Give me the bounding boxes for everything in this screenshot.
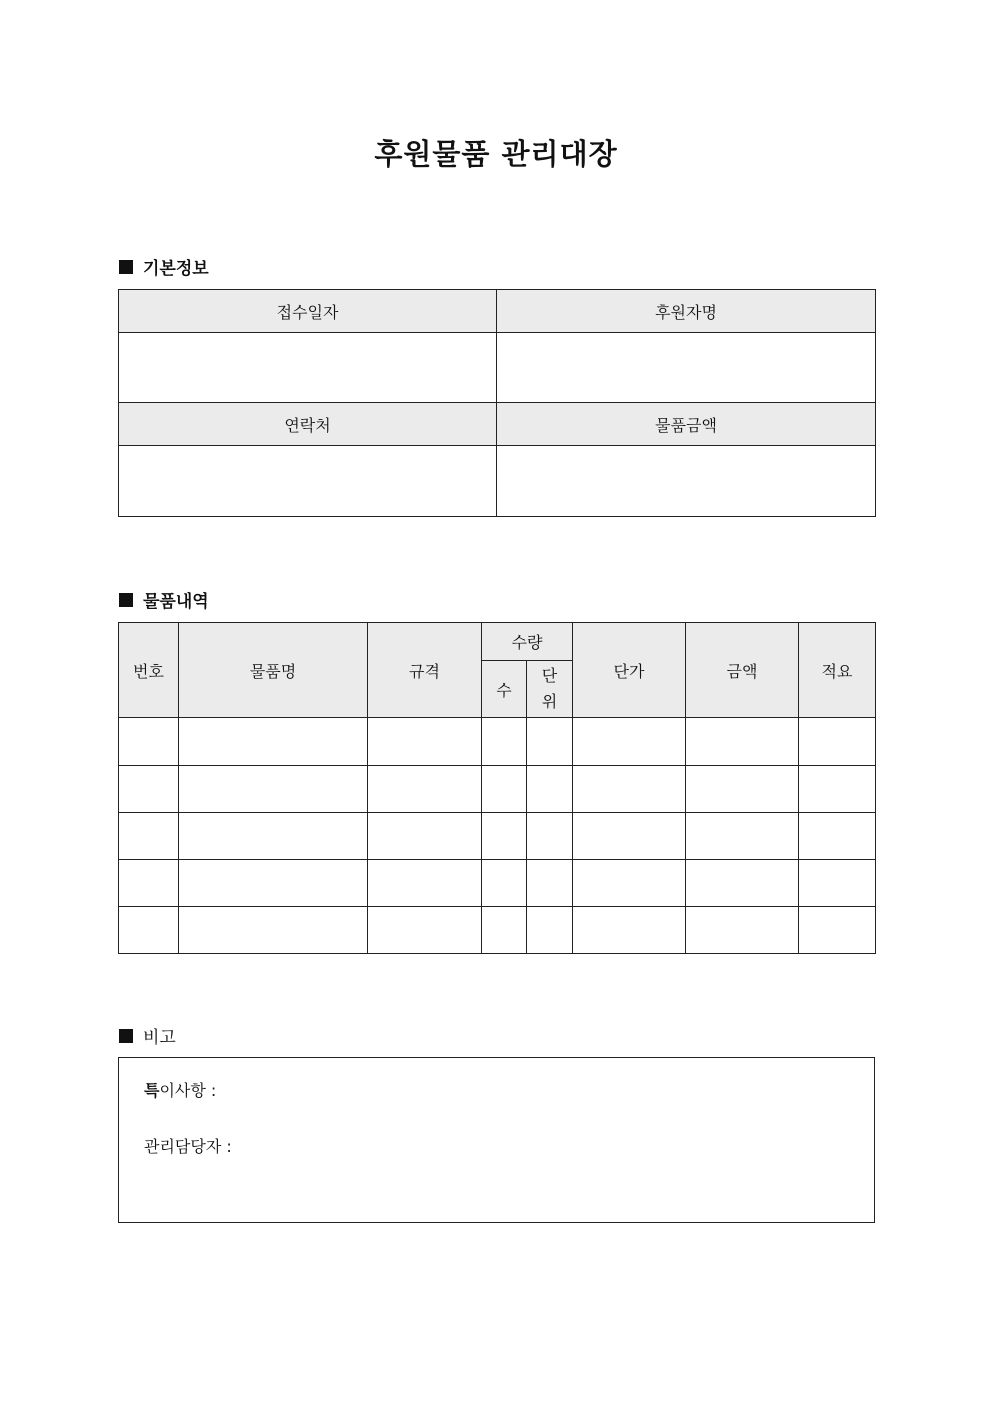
col-header-quantity-count: 수 [482, 661, 527, 718]
table-row [119, 766, 876, 813]
cell-item-name[interactable] [179, 766, 368, 813]
cell-unit-price[interactable] [573, 813, 686, 860]
receipt-date-label: 접수일자 [119, 290, 497, 333]
receipt-date-field[interactable] [119, 333, 497, 403]
col-header-item-name: 물품명 [179, 623, 368, 718]
cell-quantity-count[interactable] [482, 907, 527, 954]
col-header-number: 번호 [119, 623, 179, 718]
sponsor-name-label: 후원자명 [497, 290, 876, 333]
remarks-box[interactable] [118, 1057, 875, 1223]
cell-quantity-unit[interactable] [527, 718, 573, 766]
contact-field[interactable] [119, 446, 497, 517]
square-bullet-icon [119, 593, 133, 607]
cell-item-name[interactable] [179, 860, 368, 907]
special-notes-label: 이사항 : [159, 1081, 217, 1100]
cell-amount[interactable] [686, 718, 799, 766]
table-row [119, 813, 876, 860]
cell-amount[interactable] [686, 766, 799, 813]
manager-label: 관리담당자 : [144, 1137, 232, 1156]
cell-unit-price[interactable] [573, 766, 686, 813]
col-header-quantity: 수량 [482, 623, 573, 661]
item-details-heading-text: 물품내역 [143, 592, 209, 612]
square-bullet-icon [119, 260, 133, 274]
col-header-quantity-unit [527, 661, 573, 718]
item-amount-field[interactable] [497, 446, 876, 517]
cell-item-name[interactable] [179, 907, 368, 954]
cell-item-name[interactable] [179, 813, 368, 860]
cell-unit-price[interactable] [573, 718, 686, 766]
col-header-spec: 규격 [368, 623, 482, 718]
cell-quantity-count[interactable] [482, 718, 527, 766]
cell-spec[interactable] [368, 766, 482, 813]
remarks-heading [119, 1023, 176, 1048]
item-rows [119, 718, 876, 954]
cell-quantity-unit[interactable] [527, 907, 573, 954]
quantity-unit-line-1: 단 [541, 666, 558, 685]
quantity-unit-line-2: 위 [541, 692, 558, 711]
item-details-table [118, 622, 876, 954]
cell-unit-price[interactable] [573, 907, 686, 954]
cell-number[interactable] [119, 907, 179, 954]
cell-note[interactable] [799, 813, 876, 860]
special-notes-label-bold: 특 [144, 1081, 160, 1100]
cell-spec[interactable] [368, 813, 482, 860]
cell-amount[interactable] [686, 860, 799, 907]
item-details-heading [119, 587, 209, 612]
special-notes-line [144, 1078, 216, 1101]
sponsor-name-field[interactable] [497, 333, 876, 403]
basic-info-heading [119, 254, 209, 279]
cell-spec[interactable] [368, 907, 482, 954]
cell-number[interactable] [119, 860, 179, 907]
cell-quantity-count[interactable] [482, 860, 527, 907]
cell-number[interactable] [119, 813, 179, 860]
remarks-heading-text: 비고 [143, 1028, 176, 1048]
manager-line [144, 1134, 232, 1157]
cell-quantity-count[interactable] [482, 766, 527, 813]
cell-quantity-unit[interactable] [527, 766, 573, 813]
col-header-amount: 금액 [686, 623, 799, 718]
cell-item-name[interactable] [179, 718, 368, 766]
cell-number[interactable] [119, 718, 179, 766]
cell-amount[interactable] [686, 813, 799, 860]
square-bullet-icon [119, 1029, 133, 1043]
cell-note[interactable] [799, 907, 876, 954]
basic-info-heading-text: 기본정보 [143, 259, 209, 279]
col-header-note: 적요 [799, 623, 876, 718]
table-row [119, 718, 876, 766]
cell-spec[interactable] [368, 860, 482, 907]
cell-note[interactable] [799, 718, 876, 766]
cell-unit-price[interactable] [573, 860, 686, 907]
cell-amount[interactable] [686, 907, 799, 954]
cell-note[interactable] [799, 766, 876, 813]
cell-spec[interactable] [368, 718, 482, 766]
table-row [119, 860, 876, 907]
table-row [119, 907, 876, 954]
cell-quantity-unit[interactable] [527, 860, 573, 907]
cell-quantity-count[interactable] [482, 813, 527, 860]
page-title: 후원물품 관리대장 [374, 137, 618, 171]
cell-note[interactable] [799, 860, 876, 907]
cell-quantity-unit[interactable] [527, 813, 573, 860]
item-amount-label: 물품금액 [497, 403, 876, 446]
cell-number[interactable] [119, 766, 179, 813]
contact-label: 연락처 [119, 403, 497, 446]
basic-info-table [118, 289, 876, 517]
col-header-unit-price: 단가 [573, 623, 686, 718]
